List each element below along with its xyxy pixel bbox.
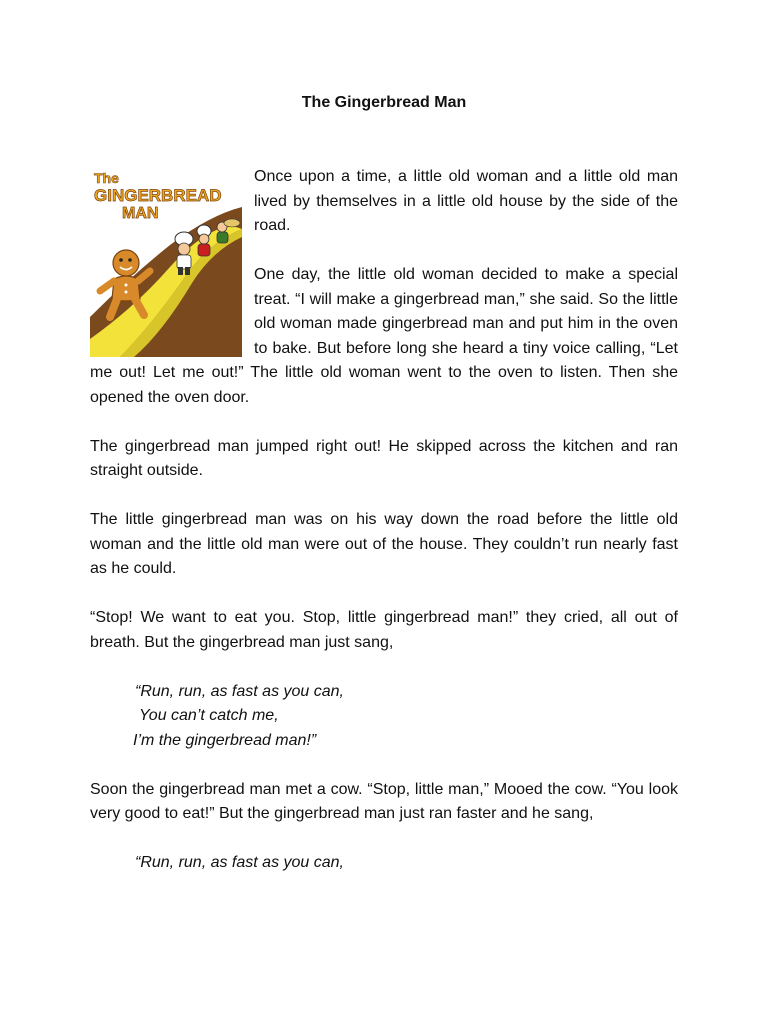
song-verse-1 [90,680,678,754]
logo-text-gingerbread: GINGERBREAD [94,186,222,205]
verse-line: I’m the gingerbread man!” [133,731,317,749]
verse-line: “Run, run, as fast as you can, [135,854,344,871]
gingerbread-man-cover-illustration [90,167,242,357]
paragraph-4: The little gingerbread man was on his way down the road before the little old woman and the little old man were out of the house. They couldn’t run nearly fast as he could. [90,511,678,577]
paragraph-2: One day, the little old woman decided to make a special treat. “I will make a gingerbread man,” she said. So the little old woman made gingerbread man and put him in the oven to bake. But before long she heard a tiny voice calling, “Let me out! Let me out!” The little old woman went to the oven to listen. Then she opened the oven door. [90,266,678,406]
paragraph-3: The gingerbread man jumped right out! He skipped across the kitchen and ran straight outside. [90,437,678,479]
document-title: The Gingerbread Man [301,94,467,111]
song-verse-2 [90,851,678,876]
verse-line: You can’t catch me, [139,707,279,724]
verse-line: “Run, run, as fast as you can, [135,682,344,700]
story-body [90,165,678,900]
paragraph-6: Soon the gingerbread man met a cow. “Stop, little man,” Mooed the cow. “You look very good to eat!” But the gingerbread man just ran faster and he sang, [90,780,678,822]
logo-text-the: The [94,170,119,186]
paragraph-1: Once upon a time, a little old woman and a little old man lived by themselves in a little old house by the side of the road. [254,168,678,234]
paragraph-5: “Stop! We want to eat you. Stop, little gingerbread man!” they cried, all out of breath. But the gingerbread man just sang, [90,609,678,651]
logo-text-man: MAN [122,205,159,222]
